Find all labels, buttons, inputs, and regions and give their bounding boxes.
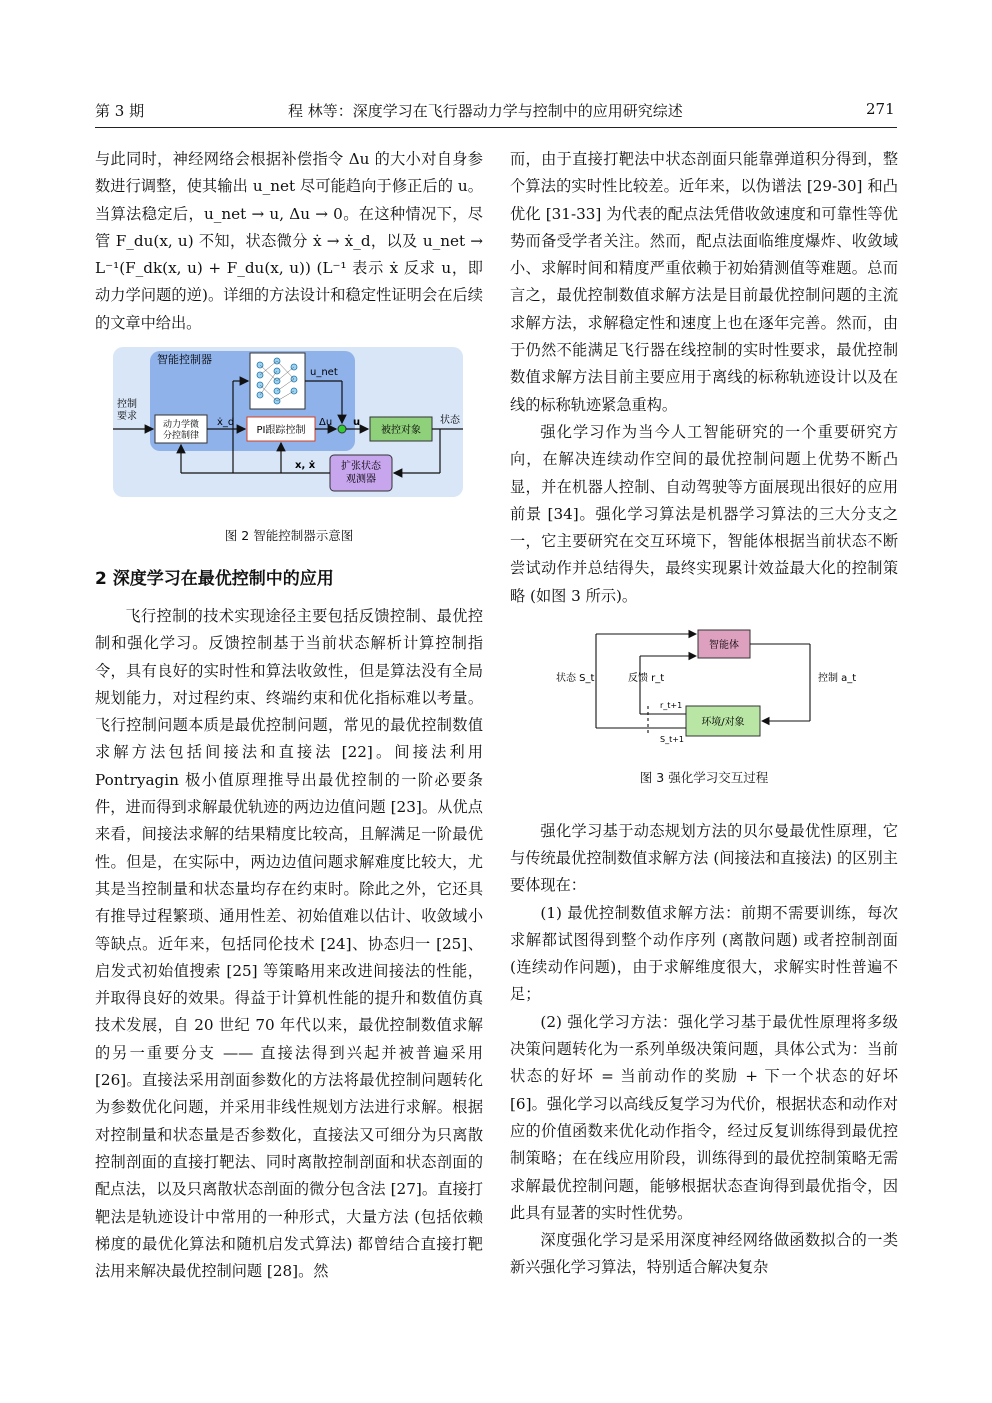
figure-2-caption: 图 2 智能控制器示意图 — [224, 528, 354, 544]
dynamic-inversion-label: 动力学微分控制律 — [162, 420, 200, 442]
u-label: u — [353, 417, 361, 429]
pi-tracking-label: PI跟踪控制 — [256, 425, 306, 437]
action-label: 控制 a_t — [818, 673, 857, 685]
right-paragraph-6: 深度强化学习是采用深度神经网络做函数拟合的一类新兴强化学习算法，特别适合解决复杂 — [510, 1231, 898, 1277]
x-xdot-label: x, ẋ — [295, 460, 316, 472]
controller-diagram — [95, 347, 483, 507]
header-issue: 第 3 期 — [95, 102, 145, 120]
left-column — [95, 146, 483, 1285]
figure-3 — [510, 626, 898, 792]
plant-label: 被控对象 — [381, 425, 421, 437]
header-page: 271 — [866, 100, 895, 118]
right-paragraph-3: 强化学习基于动态规划方法的贝尔曼最优性原理，它与传统最优控制数值求解方法 (间接法和直接法) 的区别主要体现在： — [510, 821, 898, 895]
right-paragraph-5: (2) 强化学习方法：强化学习基于最优性原理将多级决策问题转化为一系列单级决策问题，具体公式为：当前状态的好坏 = 当前动作的奖励 + 下一个状态的好坏 [6]。强化学习以高线反复学习为代价，根据状态和动作对应的价值函数来优化动作指令，经过反复训练得到最优控制策略；在在线应用阶段，训练得到的最优控制策略无需求解最优控制问题，能够根据状态查询得到最优指令，因此具有显著的实时性优势。 — [510, 1012, 898, 1222]
xd-label: ẋ_d — [217, 417, 235, 429]
agent-label: 智能体 — [709, 640, 739, 652]
controller-title: 智能控制器 — [157, 353, 212, 367]
figure-2 — [95, 347, 483, 550]
r-next-label: r_t+1 — [660, 701, 683, 711]
environment-label: 环境/对象 — [701, 717, 745, 729]
left-paragraph-1: 与此同时，神经网络会根据补偿指令 Δu 的大小对自身参数进行调整，使其输出 u_net 尽可能趋向于修正后的 u。当算法稳定后，u_net → u, Δu → 0。在这种情况下，尽管 F_du(x, u) 不知，状态微分 ẋ → ẋ_d，以及 u_net → L⁻¹(F_dk(x, u) + F_du(x, u)) (L⁻¹ 表示 ẋ 反求 u，即动力学问题的逆)。详细的方法设计和稳定性证明会在后续的文章中给出。 — [95, 150, 483, 332]
header-title: 程 林等：深度学习在飞行器动力学与控制中的应用研究综述 — [288, 102, 683, 120]
reward-label: 反馈 r_t — [628, 673, 665, 685]
state-label: 状态 — [440, 415, 460, 427]
right-column — [510, 146, 898, 1282]
rl-loop-diagram — [510, 626, 898, 751]
summing-junction — [338, 425, 346, 433]
observer-label: 扩张状态观测器 — [341, 461, 381, 486]
unet-label: u_net — [310, 367, 338, 379]
header-rule — [95, 127, 897, 128]
control-requirement-label: 控制要求 — [117, 399, 137, 423]
right-paragraph-1: 而，由于直接打靶法中状态剖面只能靠弹道积分得到，整个算法的实时性比较差。近年来，以伪谱法 [29-30] 和凸优化 [31-33] 为代表的配点法凭借收敛速度和可靠性等优势而备受学者关注。然而，配点法面临维度爆炸、收敛域小、求解时间和精度严重依赖于初始猜测值等难题。总而言之，最优控制数值求解方法是目前最优控制问题的主流求解方法，求解稳定性和速度上也在逐年完善。然而，由于仍然不能满足飞行器在线控制的实时性要求，最优控制数值求解方法目前主要应用于离线的标称轨迹设计以及在线的标称轨迹紧急重构。 — [510, 150, 898, 414]
state-st-label: 状态 S_t — [556, 673, 595, 685]
left-paragraph-2: 飞行控制的技术实现途径主要包括反馈控制、最优控制和强化学习。反馈控制基于当前状态解析计算控制指令，具有良好的实时性和算法收敛性，但是算法没有全局规划能力，对过程约束、终端约束和优化指标难以考量。飞行控制问题本质是最优控制问题，常见的最优控制数值求解方法包括间接法和直接法 [22]。间接法利用 Pontryagin 极小值原理推导出最优控制的一阶必要条件，进而得到求解最优轨迹的两边边值问题 [23]。从优点来看，间接法求解的结果精度比较高，且解满足一阶最优性。但是，在实际中，两边边值问题求解难度比较大，尤其是当控制量和状态量均存在约束时。除此之外，它还具有推导过程繁琐、通用性差、初始值难以估计、收敛域小等缺点。近年来，包括同伦技术 [24]、协态归一 [25]、启发式初始值搜索 [25] 等策略用来改进间接法的性能，并取得良好的效果。得益于计算机性能的提升和数值仿真技术发展，自 20 世纪 70 年代以来，最优控制数值求解的另一重要分支 —— 直接法得到兴起并被普遍采用 [26]。直接法采用剖面参数化的方法将最优控制问题转化为参数优化问题，并采用非线性规划方法进行求解。根据对控制量和状态量是否参数化，直接法又可细分为只离散控制剖面的直接打靶法、同时离散控制剖面和状态剖面的配点法，以及只离散状态剖面的微分包含法 [27]。直接打靶法是轨迹设计中常用的一种形式，大量方法 (包括依赖梯度的最优化算法和随机启发式算法) 都曾结合直接打靶法用来解决最优控制问题 [28]。然 — [95, 606, 483, 1281]
right-paragraph-4: (1) 最优控制数值求解方法：前期不需要训练，每次求解都试图得到整个动作序列 (离散问题) 或者控制剖面 (连续动作问题)，由于求解维度很大，求解实时性普遍不足； — [510, 903, 898, 1004]
delta-u-label: Δu — [319, 417, 333, 429]
section-2-title: 2 深度学习在最优控制中的应用 — [95, 568, 334, 589]
figure-3-caption: 图 3 强化学习交互过程 — [639, 770, 769, 786]
right-paragraph-2: 强化学习作为当今人工智能研究的一个重要研究方向，在解决连续动作空间的最优控制问题上优势不断凸显，并在机器人控制、自动驾驶等方面展现出很好的应用前景 [34]。强化学习算法是机器学习算法的三大分支之一，它主要研究在交互环境下，智能体根据当前状态不断尝试动作并总结得失，最终实现累计效益最大化的控制策略 (如图 3 所示)。 — [510, 422, 898, 605]
s-next-label: S_t+1 — [660, 735, 685, 745]
